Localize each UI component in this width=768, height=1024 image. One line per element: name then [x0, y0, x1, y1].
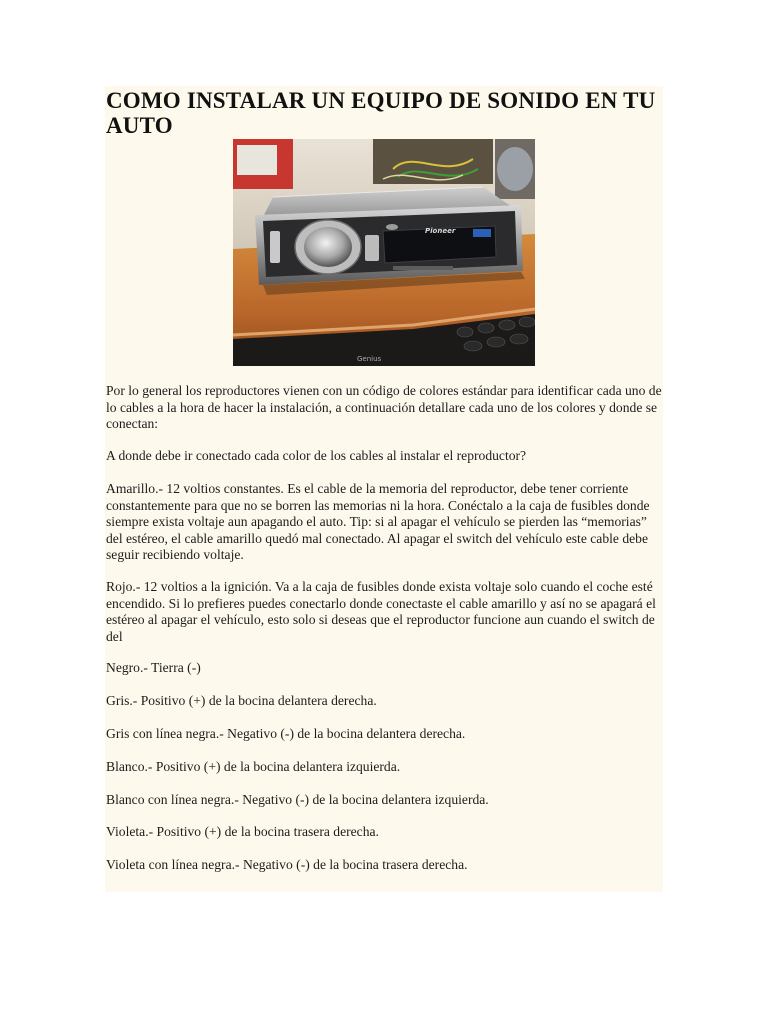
paragraph-negro: Negro.- Tierra (-) [106, 660, 201, 675]
paragraph-rojo: Rojo.- 12 voltios a la ignición. Va a la caja de fusibles donde exista voltaje solo cuando el coche esté encendido. Si lo prefieres puedes conectarlo donde conectaste el cable amarillo y así no se apagará el estéreo al apagar el vehículo, esto solo si deseas que el reproductor funcione aun cuando el switch de del [106, 579, 656, 644]
stereo-brand-text: Pioneer [425, 227, 456, 235]
paragraph-gris-linea-negra: Gris con línea negra.- Negativo (-) de la bocina delantera derecha. [106, 726, 466, 741]
keyboard-brand-text: Genius [357, 355, 382, 363]
paragraph-violeta: Violeta.- Positivo (+) de la bocina trasera derecha. [106, 824, 379, 839]
paragraph-amarillo: Amarillo.- 12 voltios constantes. Es el cable de la memoria del reproductor, debe tener corriente constantemente para que no se borren las memorias ni la hora. Conéctalo a la caja de fusibles donde siempre exista voltaje aun apagando el auto. Tip: si al apagar el vehículo se pierden las “memorias” del estéreo, el cable amarillo quedó mal conectado. Al apagar el switch del vehículo este cable debe seguir recibiendo voltaje. [106, 481, 650, 562]
page-title: COMO INSTALAR UN EQUIPO DE SONIDO EN TU AUTO [106, 88, 656, 138]
paragraph-blanco: Blanco.- Positivo (+) de la bocina delantera izquierda. [106, 759, 401, 774]
car-stereo-photo [233, 139, 535, 366]
paragraph-violeta-linea-negra: Violeta con línea negra.- Negativo (-) de la bocina trasera derecha. [106, 857, 468, 872]
paragraph-gris: Gris.- Positivo (+) de la bocina delantera derecha. [106, 693, 377, 708]
paragraph-blanco-linea-negra: Blanco con línea negra.- Negativo (-) de la bocina delantera izquierda. [106, 792, 489, 807]
paragraph-question: A donde debe ir conectado cada color de los cables al instalar el reproductor? [106, 448, 527, 463]
paragraph-intro: Por lo general los reproductores vienen con un código de colores estándar para identificar cada uno de lo cables a la hora de hacer la instalación, a continuación detallare cada uno de los colores y donde se conectan: [106, 383, 662, 431]
